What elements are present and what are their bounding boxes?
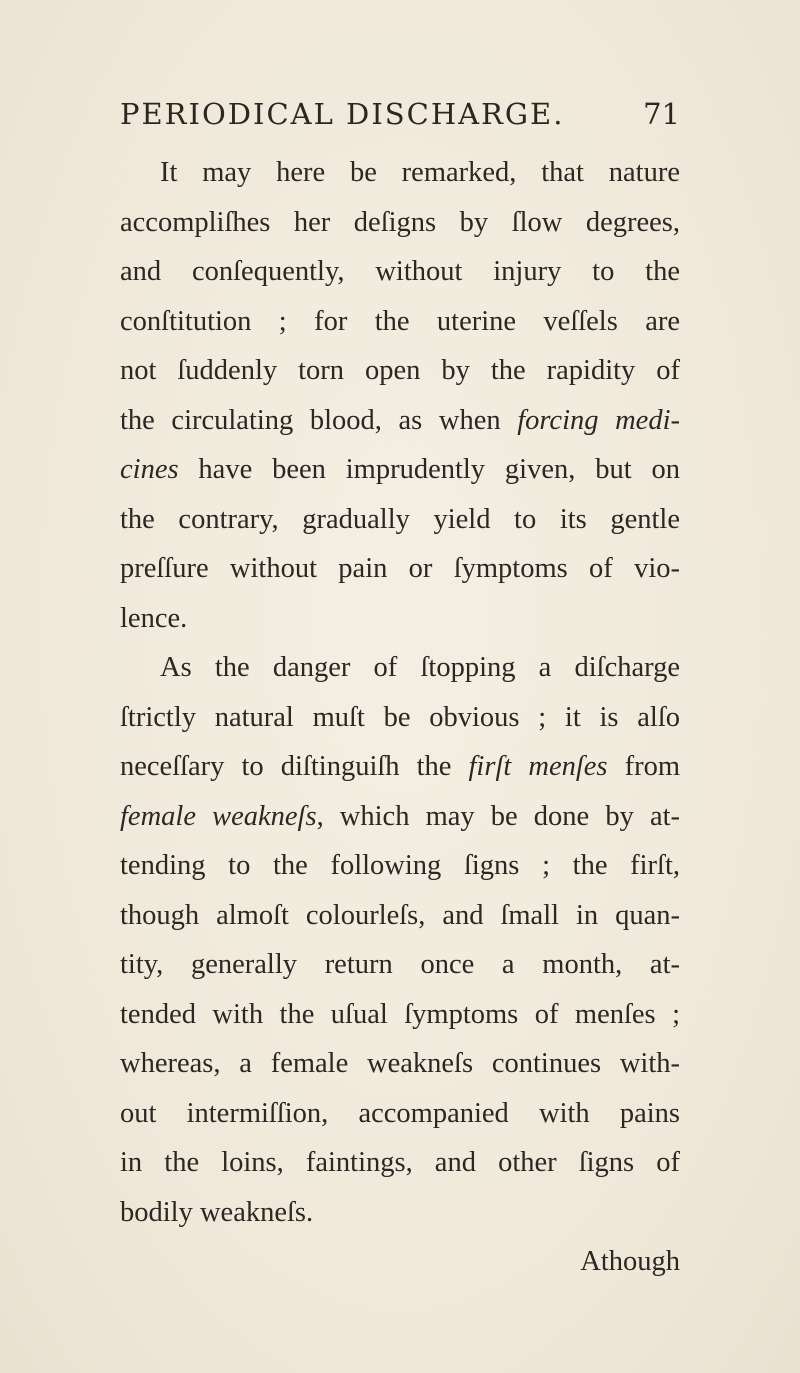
text-line xyxy=(120,990,680,1040)
paragraph xyxy=(120,643,680,1237)
text-line xyxy=(120,742,680,792)
text-line xyxy=(120,297,680,347)
running-head: PERIODICAL DISCHARGE. xyxy=(120,97,565,131)
text-segment: As the danger of ſtopping a diſcharge xyxy=(160,652,680,683)
text-line xyxy=(120,841,680,891)
text-line xyxy=(120,148,680,198)
text-segment: tended with the uſual ſymptoms of menſes ; xyxy=(120,998,680,1030)
italic-text: forcing medi- xyxy=(517,404,680,436)
text-line xyxy=(120,198,680,248)
text-segment: conſtitution ; for the uterine veſſels are xyxy=(120,305,680,337)
text-segment: in the loins, faintings, and other ſigns of xyxy=(120,1147,680,1178)
text-line xyxy=(120,891,680,941)
text-line xyxy=(120,396,680,446)
text-line xyxy=(120,1089,680,1139)
text-line xyxy=(120,1188,680,1238)
italic-text: cines xyxy=(120,454,179,485)
text-line xyxy=(120,445,680,495)
text-segment: ſtrictly natural muſt be obvious ; it is alſo xyxy=(120,701,680,733)
text-segment: not ſuddenly torn open by the rapidity of xyxy=(120,355,680,386)
text-segment: and conſequently, without injury to the xyxy=(120,256,680,287)
text-line xyxy=(120,643,680,693)
page-number: 71 xyxy=(643,97,680,131)
text-segment: whereas, a female weakneſs continues with- xyxy=(120,1048,680,1079)
text-segment: It may here be remarked, that nature xyxy=(160,157,680,188)
page-header xyxy=(120,97,680,145)
text-segment: preſſure without pain or ſymptoms of vio- xyxy=(120,553,680,584)
text-segment: lence. xyxy=(120,602,188,634)
text-segment: out intermiſſion, accompanied with pains xyxy=(120,1097,680,1129)
text-segment: from xyxy=(607,751,681,782)
text-segment: the circulating blood, as when xyxy=(120,404,518,436)
text-segment: , which may be done by at- xyxy=(316,800,680,832)
text-segment: neceſſary to diſtinguiſh the xyxy=(120,751,469,782)
catchword: Athough xyxy=(580,1246,680,1277)
text-segment: though almoſt colourleſs, and ſmall in quan- xyxy=(120,899,680,931)
paragraph xyxy=(120,148,680,643)
italic-text: firſt menſes xyxy=(468,751,608,782)
text-line xyxy=(120,792,680,842)
text-segment: the contrary, gradually yield to its gentle xyxy=(120,503,680,535)
text-segment: have been imprudently given, but on xyxy=(178,454,680,485)
text-segment: tending to the following ſigns ; the firſt, xyxy=(120,850,680,881)
text-line xyxy=(120,594,680,644)
italic-text: female weakneſs xyxy=(120,800,317,832)
text-line xyxy=(120,346,680,396)
text-line xyxy=(120,544,680,594)
text-line xyxy=(120,1138,680,1188)
text-line xyxy=(120,247,680,297)
text-line xyxy=(120,940,680,990)
text-line xyxy=(120,495,680,545)
text-segment: bodily weakneſs. xyxy=(120,1196,314,1228)
text-line xyxy=(120,693,680,743)
text-line xyxy=(120,1039,680,1089)
text-segment: tity, generally return once a month, at- xyxy=(120,949,680,980)
text-segment: accompliſhes her deſigns by ſlow degrees, xyxy=(120,206,680,238)
body-text xyxy=(120,148,680,1287)
